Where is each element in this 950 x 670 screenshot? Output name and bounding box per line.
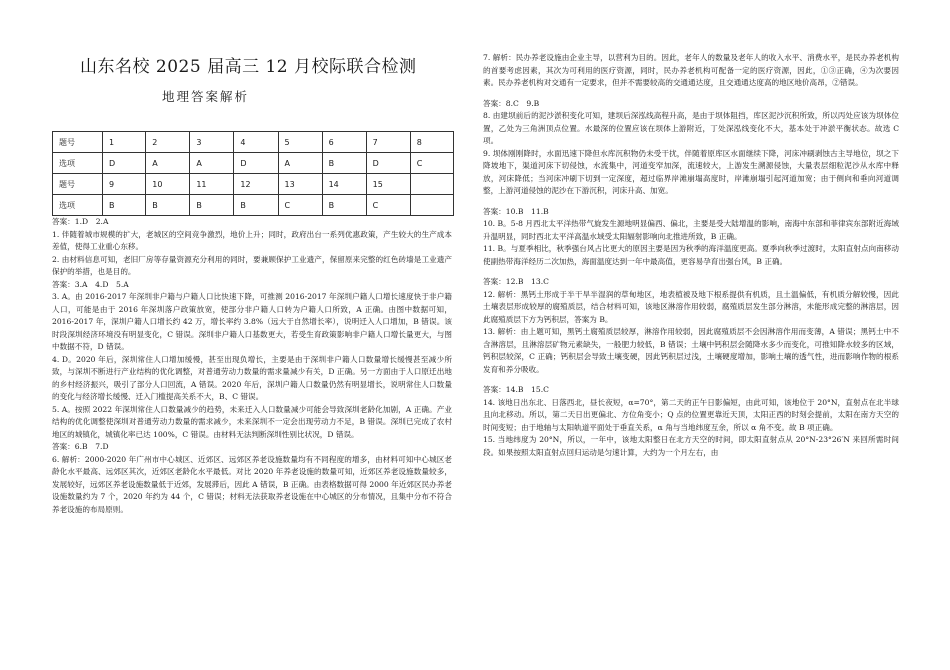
explanation-paragraph: 3. A。由 2016-2017 年深圳非户籍与户籍人口比快速下降，可推测 2016-2017 年深圳户籍人口增长速度快于非户籍人口，可能是由于 2016 年深圳落户政策放宽，使部分非户籍人口转为户籍人口所致，A 正确。由图中数据可知，2016-2017 年，深圳户籍人口增长约 42 万，增长率约 3.8%（远大于自然增长率），说明迁入人口增加，B 错误。该时段深圳经济环境没有明显变化，C 错误。深圳非户籍人口基数更大，若受生育政策影响非户籍人口增长量更大，与图中数据不符，D 错误。 [52, 292, 452, 351]
spacer [483, 268, 899, 276]
explanation-paragraph: 2. 由材料信息可知，老旧厂房等存量资源充分利用的同时，要兼顾保护工业遗产，保留原来完整的红色砖墙是工业遗产保护的举措，也是目的。 [52, 254, 452, 276]
answer-line: 答案：1.D 2.A [52, 217, 109, 226]
table-cell: 15 [366, 174, 410, 195]
explanation-paragraph: 11. B。与夏季相比，秋季强台风占比更大的原因主要是因为秋季的海洋温度更高。夏季向秋季过渡时，太阳直射点向南移动使副热带海洋经历二次加热，海面温度达到一年中最高值，更容易孕育出强台风，B 正确。 [483, 244, 899, 266]
table-cell: C [410, 153, 453, 174]
page-subtitle: 地理答案解析 [162, 89, 250, 104]
table-cell: A [278, 153, 322, 174]
table-cell: 11 [190, 174, 234, 195]
table-row [53, 195, 454, 216]
table-cell: B [190, 195, 234, 216]
table-cell: 选项 [53, 195, 103, 216]
explanation-paragraph: 12. 解析：黑钙土形成于半干旱半湿润的草甸地区，地表植被及地下根系提供有机质，且土温偏低，有机质分解较慢，因此土壤表层形成较厚的腐殖质层，结合材料可知，该地区淋溶作用较弱，腐殖质层发生部分淋溶，未能形成完整的淋溶层，因此腐殖质层下方为钙积层，答案为 B。 [483, 289, 899, 324]
explanation-paragraph: 5. A。按照 2022 年深圳常住人口数量减少的趋势，未来迁入人口数量减少可能会导致深圳老龄化加剧，A 正确。产业结构的优化调整使深圳对普通劳动力数量的需求减少，未来深圳不一定会出现劳动力不足，B 错误。深圳已完成了农村地区的城镇化，城镇化率已达 100%，C 错误。由材料无法判断深圳性别比状况，D 错误。 [52, 404, 452, 439]
table-cell: C [366, 195, 410, 216]
table-cell: B [103, 195, 146, 216]
table-cell: B [146, 195, 190, 216]
left-column [52, 52, 452, 516]
table-row [53, 174, 454, 195]
answer-line: 答案：10.B 11.B [483, 206, 549, 216]
table-cell: 2 [146, 132, 190, 153]
explanation-paragraph: 7. 解析：民办养老设施由企业主导，以营利为目的。因此，老年人的数量及老年人的收入水平、消费水平，是民办养老机构的首要考虑因素，其次为可利用的医疗资源，同时，民办养老机构可配备一定的医疗资源，因此，①③正确，④为次要因素。民办养老机构对交通有一定要求，但并不需要较高的交通通达度，且交通通达度高的地区地价高昂，②错误。 [483, 53, 899, 87]
table-cell: B [322, 195, 366, 216]
table-cell: C [278, 195, 322, 216]
table-cell: 7 [366, 132, 410, 153]
table-cell: 3 [190, 132, 234, 153]
table-row [53, 132, 454, 153]
table-cell: 选项 [53, 153, 103, 174]
explanation-paragraph: 4. D。2020 年后，深圳常住人口增加缓慢，甚至出现负增长，主要是由于深圳非户籍人口数量增长缓慢甚至减少所致，与深圳不断进行产业结构的优化调整，对普通劳动力数量的需求量减少有关，D 正确。另一方面由于人口原迁出地的乡村经济振兴，吸引了部分人口回流，A 错误。2020 年后，深圳户籍人口数量仍然有明显增长，说明常住人口数量的变化与经济增长缓慢、迁入门槛提高关系不大，B、C 错误。 [52, 354, 452, 401]
table-cell: 10 [146, 174, 190, 195]
answer-line: 答案：14.B 15.C [483, 385, 549, 394]
table-cell: 6 [322, 132, 366, 153]
right-column [483, 52, 899, 459]
table-cell: 题号 [53, 132, 103, 153]
table-cell: 5 [278, 132, 322, 153]
explanation-paragraph: 15. 当地纬度为 20°N，所以，一年中，该地太阳整日在北方天空的时间，即太阳直射点从 20°N-23°26′N 来回所需时间段。如果按照太阳直射点回归运动是匀速计算，大约为一个月左右，由 [483, 435, 899, 457]
explanation-paragraph: 13. 解析：由上题可知，黑钙土腐殖质层较厚，淋溶作用较弱，因此腐殖质层不会因淋溶作用而变薄，A 错误；黑钙土中不含淋溶层，且淋溶层矿物元素缺失，一般肥力较低，B 错误；土壤中钙积层会随降水多少而变化，可推知降水较多的区域，钙积层较深，C 正确；钙积层会导致土壤变硬，因此钙积层过浅，土壤硬度增加，影响土壤的透气性，进而影响作物的根系发育和养分吸收。 [483, 327, 899, 374]
spacer [483, 198, 899, 206]
page-title: 山东名校 2025 届高三 12 月校际联合检测 [80, 57, 417, 77]
table-cell: 9 [103, 174, 146, 195]
spacer [483, 90, 899, 98]
table-cell: 题号 [53, 174, 103, 195]
table-cell: 8 [410, 132, 453, 153]
table-cell: 4 [234, 132, 278, 153]
explanation-paragraph: 10. B。5-8 月西北太平洋热带气旋发生源地明显偏西、偏北，主要是受大陆增温的影响，南海中东部和菲律宾东部附近海域升温明显，同时西北太平洋高温水域受太阳辐射影响向北推进所致，B 正确。 [483, 219, 899, 241]
table-cell [410, 174, 453, 195]
table-cell: 1 [103, 132, 146, 153]
table-cell: B [322, 153, 366, 174]
answer-line: 答案：12.B 13.C [483, 277, 549, 286]
table-cell: D [103, 153, 146, 174]
table-cell: A [146, 153, 190, 174]
table-cell: A [190, 153, 234, 174]
table-cell: D [366, 153, 410, 174]
answer-table [52, 131, 454, 216]
table-cell: D [234, 153, 278, 174]
spacer [483, 376, 899, 384]
explanation-paragraph: 1. 伴随着城市规模的扩大，老城区的空间竞争激烈，地价上升；同时，政府出台一系列优惠政策，产生较大的生产成本差值，使得工业重心东移。 [52, 229, 452, 251]
explanation-paragraph: 9. 坝体刚刚降时，水面迅速下降但水库沉积物仍未受干扰，伴随着原库区水面继续下降，河床冲刷剥蚀古主导地位，坝之下降坡地下，渠道河床下切侵蚀，水流集中，河道变窄加深，流速较大，上游发生溯源侵蚀，大量表层细粒泥沙从水库中释放，河床降低；当河床冲刷下切到一定深度，超过临界岸滩崩塌高度时，岸滩崩塌引起河道加宽；由于侧向和垂向河道调整，上游河道侵蚀的泥沙在下游沉积，河床升高、加宽。 [483, 148, 899, 195]
table-cell: B [234, 195, 278, 216]
table-cell [410, 195, 453, 216]
answer-line: 答案：3.A 4.D 5.A [52, 279, 129, 289]
answer-line: 答案：6.B 7.D [52, 442, 109, 451]
table-cell: 14 [322, 174, 366, 195]
explanation-paragraph: 8. 由建坝前后的泥沙淤积变化可知，建坝后深泓线高程升高，是由于坝体阻挡，库区泥沙沉积所致，所以丙处应该为坝体位置，乙处为三角洲顶点位置。水最深的位置应该在坝体上游附近，丁处深泓线变化不大，基本处于冲淤平衡状态。故选 C 项。 [483, 111, 899, 145]
table-row [53, 153, 454, 174]
explanation-paragraph: 14. 该地日出东北、日落西北，昼长夜短，α=70°，第二天的正午日影偏短，由此可知，该地位于 20°N，直射点在北半球且向北移动。所以，第二天日出更偏北、方位角变小；Q 点的位置更靠近天顶，太阳正西的时刻会提前，太阳在南方天空的时间变短；由于地轴与太阳轨道平面处于垂直关系，α 角与当地纬度互余，所以 α 角不变。故 B 项正确。 [483, 397, 899, 432]
table-cell: 13 [278, 174, 322, 195]
answer-line: 答案：8.C 9.B [483, 98, 540, 108]
table-cell: 12 [234, 174, 278, 195]
explanation-paragraph: 6. 解析：2000-2020 年广州市中心城区、近郊区、远郊区养老设施数量均有不同程度的增多，由材料可知中心城区老龄化水平最高、远郊区其次，近郊区老龄化水平最低。对比 2020 年养老设施的数量可知，近郊区养老设施数量较多，发展较好，远郊区养老设施数量低于近郊，发展滞后，因此 A 错误，B 正确。由表格数据可得 2000 年近郊区民办养老设施数量约为 7 个，2020 年约为 44 个，C 错误；材料无法获取养老设施在中心城区的分布情况，且集中分布不符合养老设施的布局原则。 [52, 454, 452, 514]
